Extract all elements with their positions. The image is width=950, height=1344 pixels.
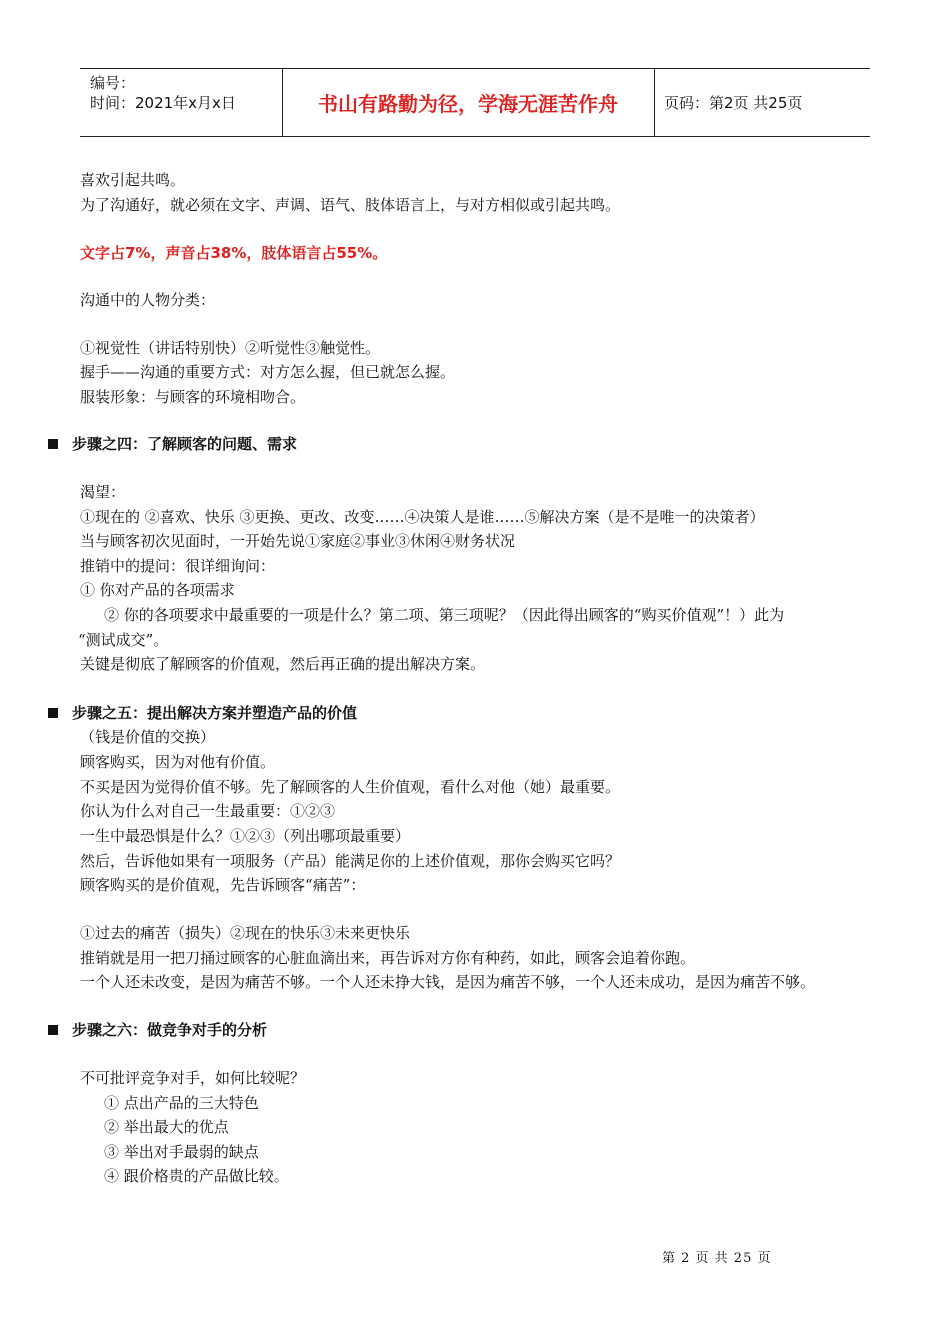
highlight-line: 文字占7%，声音占38%，肢体语言占55%。	[80, 244, 388, 262]
section-heading: 步骤之六：做竞争对手的分析	[48, 1020, 267, 1040]
body-line: ① 你对产品的各项需求	[80, 581, 235, 599]
body-line: 不买是因为觉得价值不够。先了解顾客的人生价值观，看什么对他（她）最重要。	[80, 778, 621, 796]
body-line: 渴望：	[80, 483, 126, 501]
body-line: 喜欢引起共鸣。	[80, 171, 186, 189]
body-line: 为了沟通好，就必须在文字、声调、语气、肢体语言上，与对方相似或引起共鸣。	[80, 196, 621, 214]
body-line: 你认为什么对自己一生最重要：①②③	[80, 802, 336, 820]
section-heading: 步骤之四：了解顾客的问题、需求	[48, 434, 297, 454]
body-line: 推销中的提问：很详细询问：	[80, 557, 276, 575]
time-label: 时间：2021年x月x日	[90, 94, 236, 112]
body-line: 不可批评竞争对手，如何比较呢？	[80, 1069, 306, 1087]
body-line: ①视觉性（讲话特别快）②听觉性③触觉性。	[80, 339, 381, 357]
body-line: 一个人还未改变，是因为痛苦不够。一个人还未挣大钱，是因为痛苦不够，一个人还未成功，是因为痛苦不够。	[80, 973, 816, 991]
body-line: 关键是彻底了解顾客的价值观，然后再正确的提出解决方案。	[80, 655, 486, 673]
body-line: 顾客购买的是价值观，先告诉顾客“痛苦”：	[80, 876, 366, 894]
body-line: 一生中最恐惧是什么？①②③（列出哪项最重要）	[80, 827, 411, 845]
page-header	[80, 68, 870, 137]
list-item: ② 举出最大的优点	[104, 1118, 229, 1136]
body-line: 顾客购买，因为对他有价值。	[80, 753, 276, 771]
body-line: 当与顾客初次见面时，一开始先说①家庭②事业③休闲④财务状况	[80, 532, 516, 550]
header-motto: 书山有路勤为径，学海无涯苦作舟	[318, 92, 618, 116]
body-line: ② 你的各项要求中最重要的一项是什么？第二项、第三项呢？（因此得出顾客的“购买价值观”！）此为	[104, 606, 785, 624]
page-footer: 第 2 页 共 25 页	[662, 1251, 772, 1266]
section-heading: 步骤之五：提出解决方案并塑造产品的价值	[48, 703, 357, 723]
body-line: 握手——沟通的重要方式：对方怎么握，但已就怎么握。	[80, 363, 456, 381]
square-bullet-icon	[48, 1025, 58, 1035]
number-label: 编号：	[90, 74, 136, 92]
body-line: 服装形象：与顾客的环境相吻合。	[80, 388, 306, 406]
body-line: （钱是价值的交换）	[80, 728, 216, 746]
square-bullet-icon	[48, 708, 58, 718]
list-item: ③ 举出对手最弱的缺点	[104, 1143, 259, 1161]
header-divider	[654, 69, 655, 136]
header-meta	[90, 73, 236, 113]
body-line: 沟通中的人物分类：	[80, 291, 216, 309]
body-line: 推销就是用一把刀捅过顾客的心脏血滴出来，再告诉对方你有种药，如此，顾客会追着你跑。	[80, 949, 696, 967]
list-item: ④ 跟价格贵的产品做比较。	[104, 1167, 289, 1185]
list-item: ① 点出产品的三大特色	[104, 1094, 259, 1112]
square-bullet-icon	[48, 439, 58, 449]
body-line: ①现在的 ②喜欢、快乐 ③更换、更改、改变……④决策人是谁……⑤解决方案（是不是唯一的决策者）	[80, 508, 765, 526]
body-line: ①过去的痛苦（损失）②现在的快乐③未来更快乐	[80, 924, 411, 942]
body-line: 然后，告诉他如果有一项服务（产品）能满足你的上述价值观，那你会购买它吗？	[80, 852, 621, 870]
body-line: “测试成交”。	[78, 631, 169, 649]
header-page-info: 页码：第2页 共25页	[664, 94, 803, 112]
